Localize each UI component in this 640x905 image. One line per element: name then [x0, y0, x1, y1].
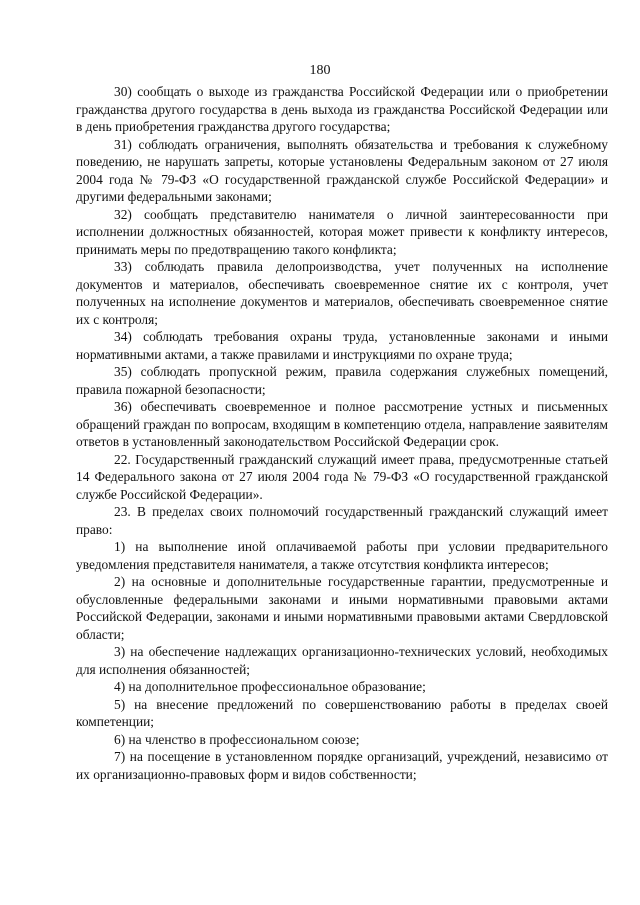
rights-item-4: 4) на дополнительное профессиональное образование;: [114, 679, 426, 694]
paragraph-item-32: 32) сообщать представителю нанимателя о личной заинтересованности при исполнении должностных обязанностей, которая может привести к конфликту интересов, принимать меры по предотвращению такого конфликта;: [76, 206, 608, 257]
rights-item-7: 7) на посещение в установленном порядке организаций, учреждений, независимо от их организационно-правовых форм и видов собственности;: [76, 749, 608, 782]
paragraph-item-34: 34) соблюдать требования охраны труда, установленные законами и иными нормативными актами, а также правилами и инструкциями по охране труда;: [76, 329, 608, 362]
rights-item-5: 5) на внесение предложений по совершенствованию работы в пределах своей компетенции;: [76, 696, 608, 729]
paragraph-item-30: 30) сообщать о выходе из гражданства Российской Федерации или о приобретении гражданства другого государства в день выхода из гражданства Российской Федерации или в день приобретения гражданства другого государства;: [76, 84, 608, 134]
document-body: [76, 83, 608, 783]
paragraph-item-31: 31) соблюдать ограничения, выполнять обязательства и требования к служебному поведению, не нарушать запреты, которые установлены Федеральным законом от 27 июля 2004 года № 79-ФЗ «О государственной гражданской службе Российской Федерации» и другими федеральными законами;: [76, 136, 608, 204]
paragraph-clause-22: 22. Государственный гражданский служащий имеет права, предусмотренные статьей 14 Федерального закона от 27 июля 2004 года № 79-ФЗ «О государственной гражданской службе Российской Федерации».: [76, 451, 608, 502]
paragraph-item-33: 33) соблюдать правила делопроизводства, учет полученных на исполнение документов и материалов, обеспечивать своевременное снятие их с контроля, учет полученных на исполнение документов и материалов, обеспечивать своевременное снятие их с контроля;: [76, 259, 608, 327]
rights-item-2: 2) на основные и дополнительные государственные гарантии, предусмотренные и обусловленные федеральными законами и иными нормативными правовыми актами Российской Федерации, законами и иными нормативными правовыми актами Свердловской области;: [76, 574, 608, 642]
rights-item-1: 1) на выполнение иной оплачиваемой работы при условии предварительного уведомления представителя нанимателя, а также отсутствия конфликта интересов;: [76, 539, 608, 572]
page-number: 180: [309, 63, 331, 78]
paragraph-clause-23: 23. В пределах своих полномочий государственный гражданский служащий имеет право:: [76, 504, 608, 537]
paragraph-item-35: 35) соблюдать пропускной режим, правила содержания служебных помещений, правила пожарной безопасности;: [76, 364, 608, 397]
rights-item-6: 6) на членство в профессиональном союзе;: [114, 731, 360, 747]
rights-item-3: 3) на обеспечение надлежащих организационно-технических условий, необходимых для исполнения обязанностей;: [76, 644, 608, 677]
paragraph-item-36: 36) обеспечивать своевременное и полное рассмотрение устных и письменных обращений граждан по вопросам, входящим в компетенцию отдела, направление заявителям ответов в установленный законодательством Российской Федерации срок.: [76, 399, 608, 449]
